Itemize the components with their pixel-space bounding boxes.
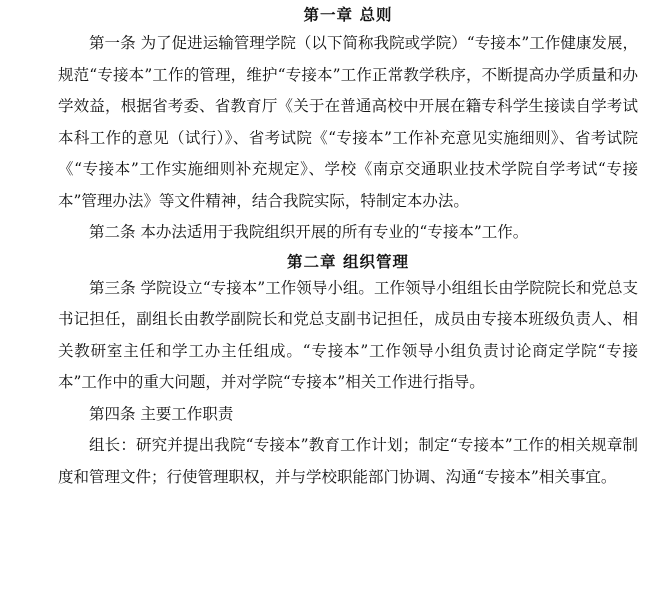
article-3: 第三条 学院设立“专接本”工作领导小组。工作领导小组组长由学院院长和党总支书记担任，副组长由教学副院长和党总支副书记担任，成员由专接本班级负责人、相关教研室主任和学工办主任组成。“专接本”工作领导小组负责讨论商定学院“专接本”工作中的重大问题，并对学院“专接本”相关工作进行指导。 <box>58 278 638 391</box>
chapter-1-title: 第一章 总则 <box>303 5 393 24</box>
duty-leader: 组长：研究并提出我院“专接本”教育工作计划；制定“专接本”工作的相关规章制度和管理文件；行使管理职权，并与学校职能部门协调、沟通“专接本”相关事宜。 <box>58 436 638 486</box>
article-4: 第四条 主要工作职责 <box>89 404 234 423</box>
chapter-2-title: 第二章 组织管理 <box>287 251 409 271</box>
article-1: 第一条 为了促进运输管理学院（以下简称我院或学院）“专接本”工作健康发展，规范“专接本”工作的管理，维护“专接本”工作正常教学秩序，不断提高办学质量和办学效益，根据省考委、省教育厅《关于在普通高校中开展在籍专科学生接读自学考试本科工作的意见（试行）》、省考试院《“专接本”工作补充意见实施细则》、省考试院《“专接本”工作实施细则补充规定》、学校《南京交通职业技术学院自学考试“专接本”管理办法》等文件精神，结合我院实际，特制定本办法。 <box>58 34 638 210</box>
article-2: 第二条 本办法适用于我院组织开展的所有专业的“专接本”工作。 <box>89 223 529 241</box>
